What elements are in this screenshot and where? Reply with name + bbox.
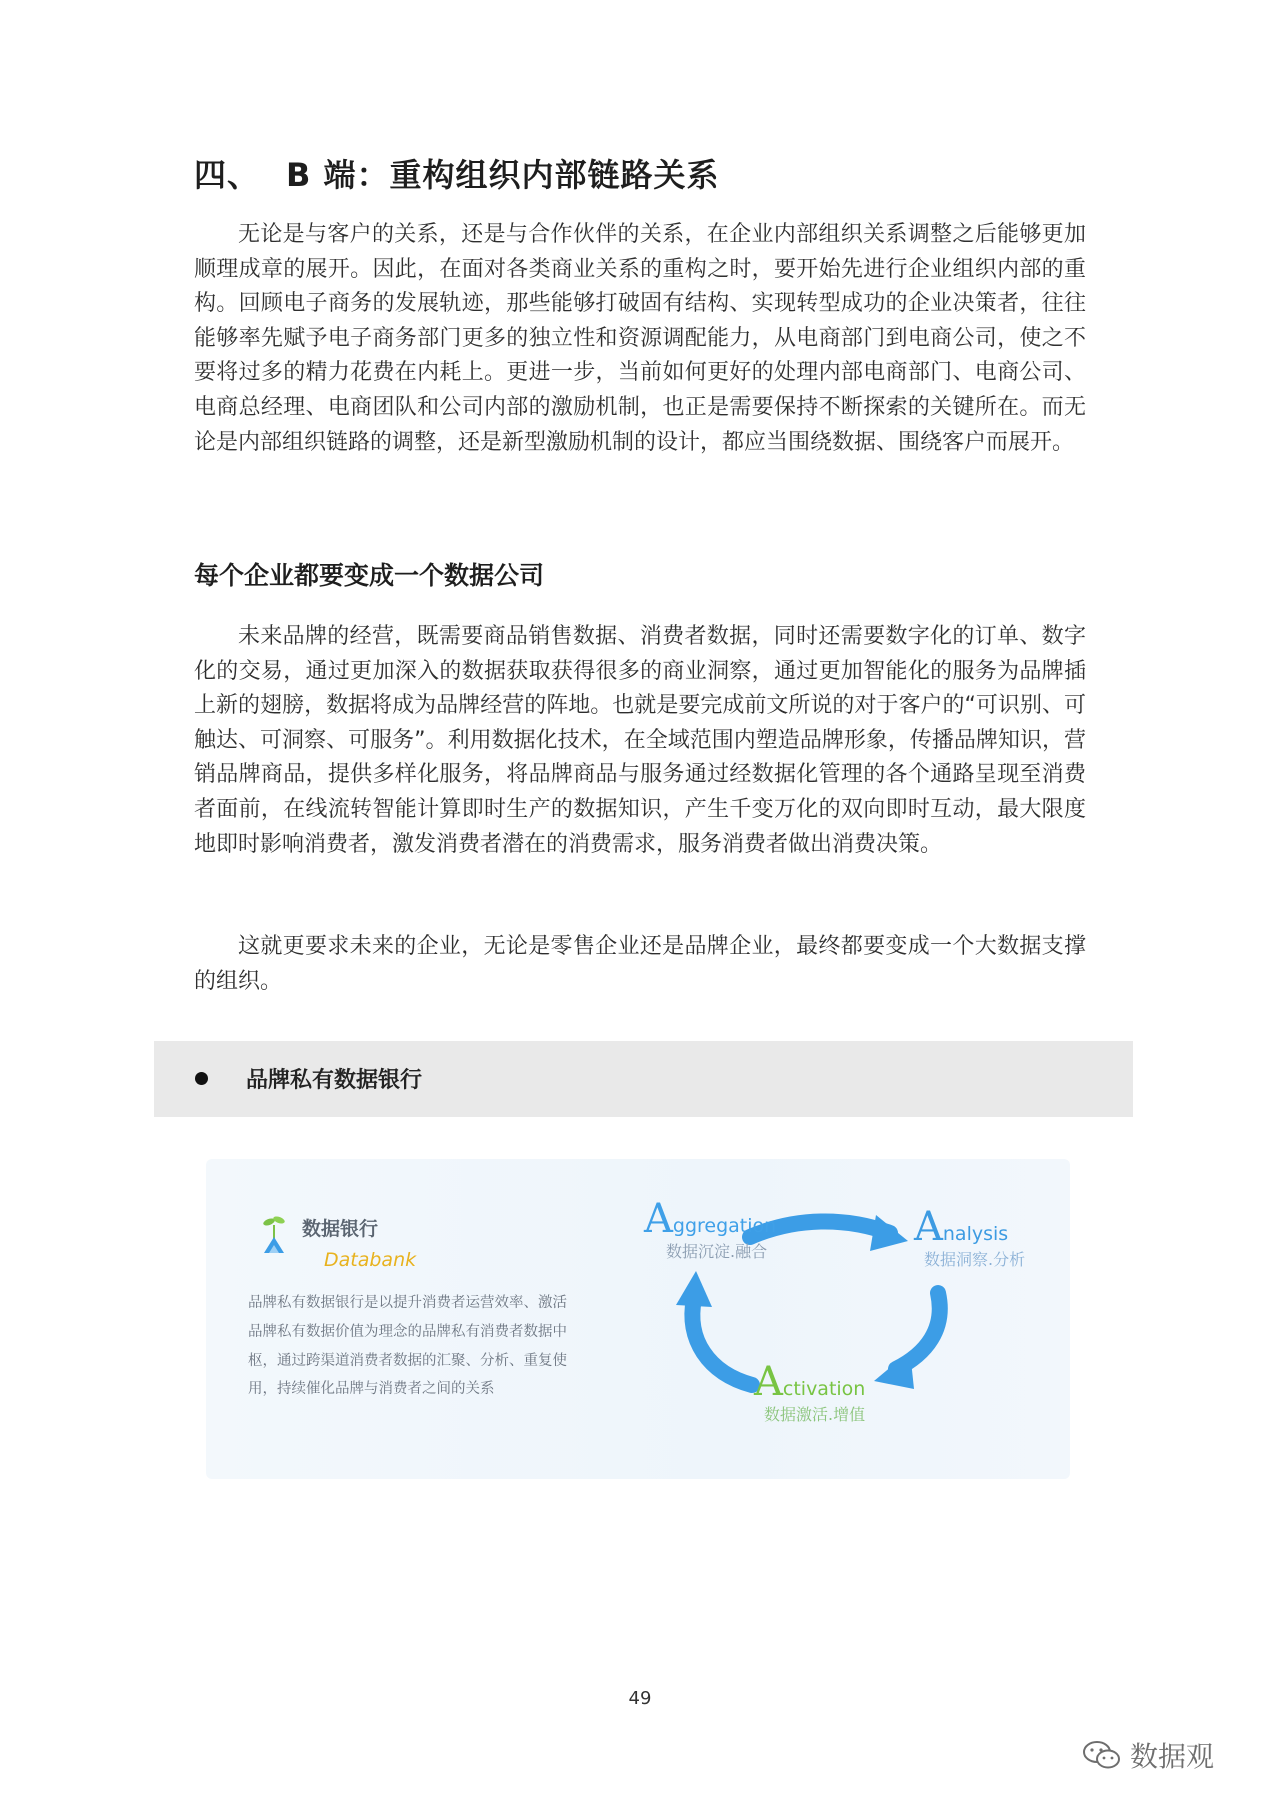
section-title-text: B 端：重构组织内部链路关系: [286, 156, 720, 194]
analysis-cn: 数据洞察.分析: [924, 1250, 1026, 1269]
subheading: 每个企业都要变成一个数据公司: [194, 561, 545, 590]
bank-section-bar: [154, 1041, 1133, 1117]
analysis-label: [914, 1204, 1026, 1270]
intro-paragraph: 无论是与客户的关系，还是与合作伙伴的关系，在企业内部组织关系调整之后能够更加顺理成章的展开。因此，在面对各类商业关系的重构之时，要开始先进行企业组织内部的重构。回顾电子商务的发展轨迹，那些能够打破固有结构、实现转型成功的企业决策者，往往能够率先赋予电子商务部门更多的独立性和资源调配能力，从电商部门到电商公司，使之不要将过多的精力花费在内耗上。更进一步，当前如何更好的处理内部电商部门、电商公司、电商总经理、电商团队和公司内部的激励机制，也正是需要保持不断探索的关键所在。而无论是内部组织链路的调整，还是新型激励机制的设计，都应当围绕数据、围绕客户而展开。: [194, 222, 1086, 455]
activation-initial: A: [754, 1359, 783, 1405]
section-number: 四、: [194, 156, 261, 194]
activation-rest: ctivation: [782, 1378, 866, 1400]
analysis-rest: nalysis: [942, 1223, 1009, 1245]
sprout-logo-icon: [262, 1215, 285, 1253]
section-title: [194, 150, 720, 196]
activation-cn: 数据激活.增值: [764, 1405, 866, 1424]
arrow-activation-to-aggregation-icon: [676, 1271, 752, 1385]
analysis-initial: A: [914, 1204, 943, 1250]
databank-description: 品牌私有数据银行是以提升消费者运营效率、激活品牌私有数据价值为理念的品牌私有消费者数据中枢，通过跨渠道消费者数据的汇聚、分析、重复使用，持续催化品牌与消费者之间的关系: [248, 1295, 567, 1398]
wechat-icon: [1082, 1739, 1122, 1771]
bank-section-title: 品牌私有数据银行: [246, 1068, 423, 1093]
watermark: [1082, 1735, 1214, 1775]
bullet-icon: [195, 1072, 208, 1085]
arrow-analysis-to-activation-icon: [874, 1293, 940, 1389]
page-number: 49: [628, 1688, 652, 1709]
databank-name-cn: 数据银行: [302, 1218, 379, 1240]
conclusion-paragraph: 这就更要求未来的企业，无论是零售企业还是品牌企业，最终都要变成一个大数据支撑的组织。: [194, 934, 1086, 994]
aggregation-initial: A: [644, 1196, 673, 1242]
data-company-paragraph: 未来品牌的经营，既需要商品销售数据、消费者数据，同时还需要数字化的订单、数字化的交易，通过更加深入的数据获取获得很多的商业洞察，通过更加智能化的服务为品牌插上新的翅膀，数据将成为品牌经营的阵地。也就是要完成前文所说的对于客户的“可识别、可触达、可洞察、可服务”。利用数据化技术，在全域范围内塑造品牌形象，传播品牌知识，营销品牌商品，提供多样化服务，将品牌商品与服务通过经数据化管理的各个通路呈现至消费者面前，在线流转智能计算即时生产的数据知识，产生千变万化的双向即时互动，最大限度地即时影响消费者，激发消费者潜在的消费需求，服务消费者做出消费决策。: [194, 624, 1086, 857]
aggregation-rest: ggregation: [672, 1215, 777, 1237]
activation-label: [754, 1359, 866, 1425]
watermark-text: 数据观: [1130, 1740, 1215, 1773]
databank-figure: [206, 1159, 1070, 1479]
databank-name-en: Databank: [324, 1249, 417, 1271]
aggregation-cn: 数据沉淀.融合: [666, 1242, 768, 1261]
aggregation-label: [644, 1196, 777, 1262]
